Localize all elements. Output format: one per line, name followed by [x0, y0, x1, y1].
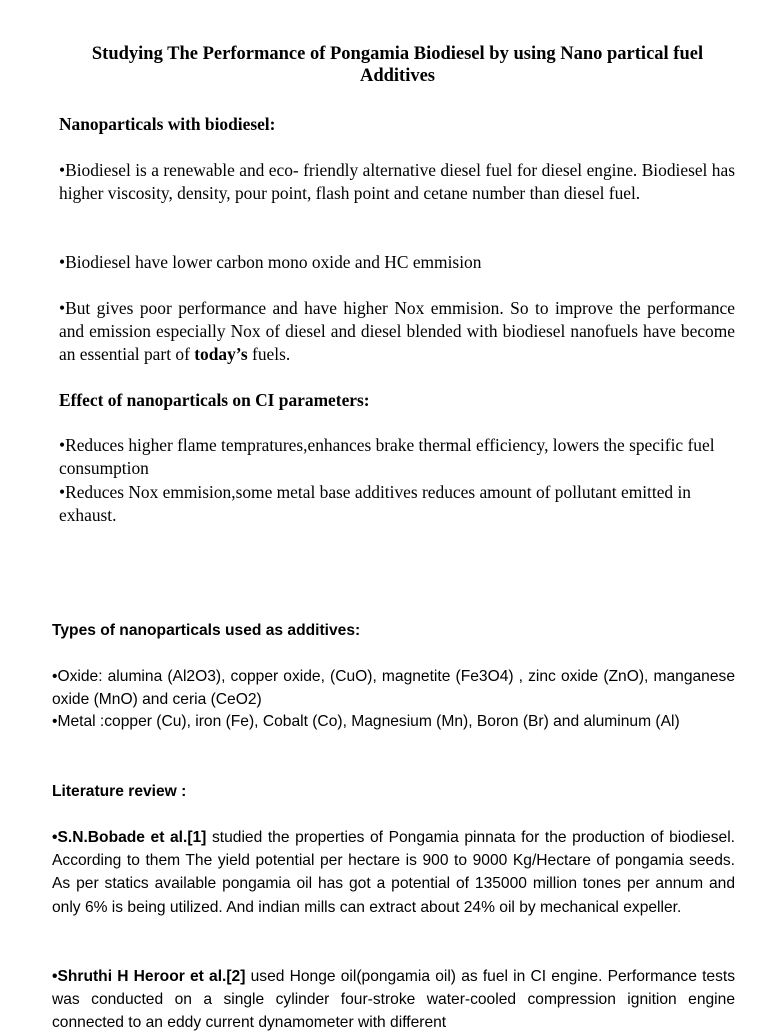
bullet-metal: •Metal :copper (Cu), iron (Fe), Cobalt (Co), Magnesium (Mn), Boron (Br) and aluminum (Al)	[52, 713, 680, 730]
bullet-reduces-nox: •Reduces Nox emmision,some metal base additives reduces amount of pollutant emitted in exhaust.	[59, 482, 692, 525]
review-bobade-text: studied the properties of Pongamia pinnata for the production of biodiesel. According to them The yield potential per hectare is 900 to 9000 Kg/Hectare of pongamia seeds. As per statics available pongamia oil has got a potential of 135000 million tones per annum and only 6% is being utilized. And indian mills can extract about 24% oil by mechanical expeller.	[52, 829, 735, 916]
paragraph-poor-performance	[59, 297, 735, 366]
p3-text: •But gives poor performance and have higher Nox emmision. So to improve the performance and emission especially Nox of diesel and diesel blended with biodiesel nanofuels have become an essential part of	[59, 298, 735, 364]
document-title: Studying The Performance of Pongamia Biodiesel by using Nano partical fuel Additives	[91, 44, 704, 86]
paragraph-biodiesel-renewable: •Biodiesel is a renewable and eco- friendly alternative diesel fuel for diesel engine. Biodiesel has higher viscosity, density, pour point, flash point and cetane number than diesel fuel.	[59, 160, 735, 203]
section-heading-nanoparticals-biodiesel: Nanoparticals with biodiesel:	[59, 114, 276, 134]
review-heroor-author: •Shruthi H Heroor et al.[2]	[52, 968, 246, 985]
section-heading-types: Types of nanoparticals used as additives:	[52, 622, 361, 639]
review-heroor-text: used Honge oil(pongamia oil) as fuel in CI engine. Performance tests was conducted on a single cylinder four-stroke water-cooled compression ignition engine connected to an eddy current dynamometer with different	[52, 968, 735, 1032]
p3-bold: today’s	[194, 344, 248, 364]
review-bobade-author: •S.N.Bobade et al.[1]	[52, 829, 207, 846]
review-heroor	[52, 965, 735, 1035]
p3-end: fuels.	[247, 344, 291, 364]
section-heading-effect-ci: Effect of nanoparticals on CI parameters:	[59, 390, 370, 410]
bullet-oxide: •Oxide: alumina (Al2O3), copper oxide, (CuO), magnetite (Fe3O4) , zinc oxide (ZnO), manganese oxide (MnO) and ceria (CeO2)	[52, 668, 735, 709]
review-bobade	[52, 826, 735, 919]
paragraph-lower-emission: •Biodiesel have lower carbon mono oxide and HC emmision	[59, 252, 482, 272]
bullet-reduces-flame: •Reduces higher flame tempratures,enhances brake thermal efficiency, lowers the specific fuel consumption	[59, 435, 715, 478]
section-heading-literature: Literature review :	[52, 783, 187, 800]
